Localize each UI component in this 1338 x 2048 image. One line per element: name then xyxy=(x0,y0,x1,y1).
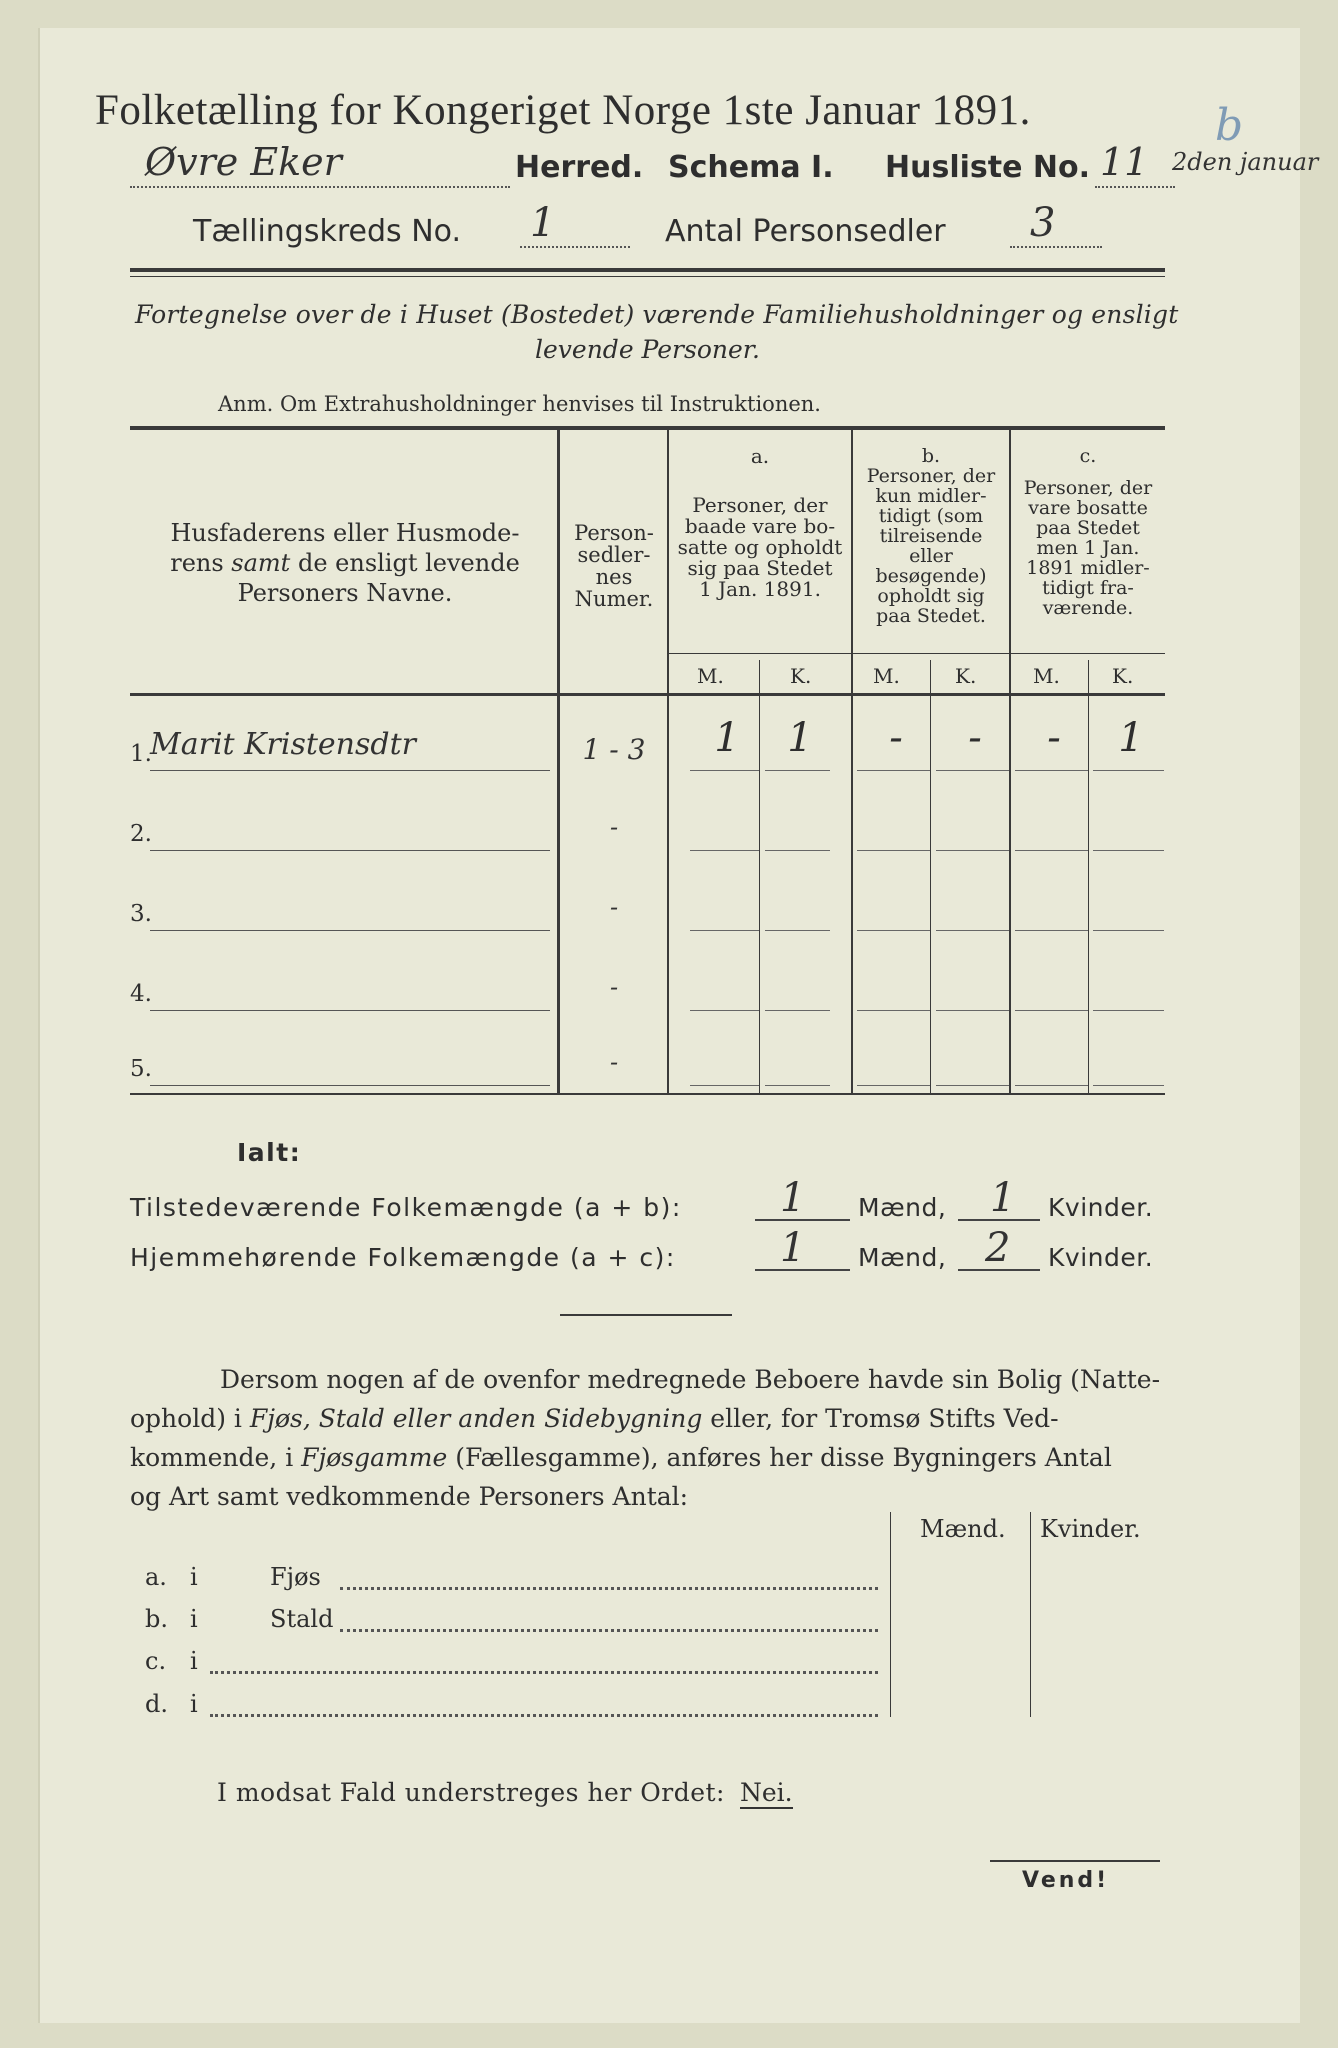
building-letter: b. xyxy=(145,1605,168,1633)
building-prep: i xyxy=(190,1563,198,1591)
tilstede-kvinder-line xyxy=(958,1219,1040,1221)
row-cell-line xyxy=(857,930,930,931)
tilstede-kvinder-label: Kvinder. xyxy=(1048,1193,1154,1222)
row-cell-line xyxy=(765,1010,830,1011)
row-number: 3. xyxy=(130,901,152,927)
col-c-heading: c. Personer, der vare bosatte paa Stedet men 1 Jan. 1891 midler- tidigt fra- værende. xyxy=(1023,445,1153,619)
husliste-value: 11 xyxy=(1100,140,1149,184)
row-cell-am: 1 xyxy=(714,715,740,761)
herred-value: Øvre Eker xyxy=(145,140,342,184)
building-letter: d. xyxy=(145,1690,168,1718)
buildings-divider-1 xyxy=(890,1512,891,1717)
sidebygning-paragraph: Dersom nogen af de ovenfor medregnede Beboere havde sin Bolig (Natte- ophold) i Fjøs, Stald eller anden Sidebygning eller, for Tromsø Stifts Ved- kommende, i Fjøsgamme (Fællesgamme), anføres her disse Bygningers Antal og Art samt vedkommende Personers Antal: xyxy=(130,1365,1161,1511)
antal-dotted-line xyxy=(1010,246,1102,248)
corner-mark: b xyxy=(1215,100,1244,151)
building-dotted-line xyxy=(340,1629,878,1632)
husliste-dotted-line xyxy=(1095,186,1175,188)
row-cell-line xyxy=(936,1085,1009,1086)
tilstede-maend-label: Mænd, xyxy=(858,1193,947,1222)
row-number: 4. xyxy=(130,981,152,1007)
c-m-header: M. xyxy=(1033,664,1060,688)
building-label: Stald xyxy=(270,1605,334,1633)
modsat-text: I modsat Fald understreges her Ordet: xyxy=(217,1778,725,1807)
row-cell-line xyxy=(857,1085,930,1086)
ialt-label: Ialt: xyxy=(237,1138,302,1167)
intro-line-2: levende Personer. xyxy=(535,335,760,364)
hjemme-kvinder-value: 2 xyxy=(985,1225,1011,1271)
row-cell-line xyxy=(936,930,1009,931)
row-number: 2. xyxy=(130,821,152,847)
row-cell-line xyxy=(765,850,830,851)
hjemme-maend-label: Mænd, xyxy=(858,1243,947,1272)
buildings-maend-header: Mænd. xyxy=(920,1515,1006,1543)
buildings-divider-2 xyxy=(1030,1512,1031,1717)
schema-label: Schema I. xyxy=(668,150,834,185)
row-sedler-number: - xyxy=(609,1048,619,1076)
row-cell-line xyxy=(1093,1010,1164,1011)
col-a-heading: a. Personer, der baade vare bo- satte og opholdt sig paa Stedet 1 Jan. 1891. xyxy=(677,444,843,601)
row-cell-line xyxy=(765,1085,830,1086)
building-prep: i xyxy=(190,1605,198,1633)
col-divider-b-mk xyxy=(930,660,931,1093)
row-cell-line xyxy=(1093,930,1164,931)
anm-note: Anm. Om Extrahusholdninger henvises til Instruktionen. xyxy=(218,392,821,416)
header-rule-thick xyxy=(130,268,1165,272)
hjemme-kvinder-line xyxy=(958,1269,1040,1271)
vend-rule xyxy=(990,1860,1160,1862)
row-name-line xyxy=(150,930,550,931)
row-sedler-number: 1 - 3 xyxy=(582,733,646,766)
row-cell-cm: - xyxy=(1047,715,1061,761)
col-divider-c-mk xyxy=(1088,660,1089,1093)
col-names-heading: Husfaderens eller Husmode- rens samt de ensligt levende Personers Navne. xyxy=(170,519,520,607)
row-cell-line xyxy=(1015,1085,1088,1086)
hjemme-label: Hjemmehørende Folkemængde (a + c): xyxy=(130,1243,676,1272)
building-dotted-line xyxy=(340,1587,878,1590)
herred-dotted-line xyxy=(130,186,510,188)
antal-label: Antal Personsedler xyxy=(665,214,946,249)
husliste-note: 2den januar xyxy=(1172,148,1319,176)
kreds-label: Tællingskreds No. xyxy=(193,214,461,249)
a-k-header: K. xyxy=(790,664,812,688)
herred-label: Herred. xyxy=(515,150,644,185)
row-cell-line xyxy=(1093,1085,1164,1086)
row-cell-line xyxy=(1015,930,1088,931)
row-number: 1. xyxy=(130,741,152,767)
row-cell-line xyxy=(1015,1010,1088,1011)
intro-line-1: Fortegnelse over de i Huset (Bostedet) værende Familiehusholdninger og ensligt xyxy=(135,300,1179,329)
nei-word: Nei. xyxy=(740,1778,793,1807)
kreds-value: 1 xyxy=(530,200,556,246)
col-divider-a-mk xyxy=(759,660,760,1093)
row-cell-ak: 1 xyxy=(787,715,813,761)
row-cell-line xyxy=(690,850,759,851)
building-label: Fjøs xyxy=(270,1563,321,1591)
building-dotted-line xyxy=(210,1671,878,1674)
col-divider-1 xyxy=(557,430,560,1093)
b-m-header: M. xyxy=(873,664,900,688)
header-rule-thin xyxy=(130,276,1165,277)
row-cell-line xyxy=(690,930,759,931)
row-name: Marit Kristensdtr xyxy=(150,727,417,762)
building-letter: a. xyxy=(145,1563,167,1591)
row-cell-line xyxy=(1015,850,1088,851)
table-bottom-rule xyxy=(130,1093,1165,1095)
col-sedler-heading: Person- sedler- nes Numer. xyxy=(574,521,654,611)
row-cell-line xyxy=(936,1010,1009,1011)
row-cell-line xyxy=(1093,770,1164,771)
row-sedler-number: - xyxy=(609,813,619,841)
row-cell-line xyxy=(936,770,1009,771)
vend-label: Vend! xyxy=(1022,1868,1110,1893)
row-cell-ck: 1 xyxy=(1118,715,1144,761)
row-cell-line xyxy=(1015,770,1088,771)
row-cell-line xyxy=(765,930,830,931)
hjemme-kvinder-label: Kvinder. xyxy=(1048,1243,1154,1272)
hjemme-maend-value: 1 xyxy=(780,1225,806,1271)
buildings-kvinder-header: Kvinder. xyxy=(1040,1515,1141,1543)
row-cell-line xyxy=(857,1010,930,1011)
col-b-heading: b. Personer, der kun midler- tidigt (som tilreisende eller besøgende) opholdt sig paa Stedet. xyxy=(866,445,996,627)
husliste-label: Husliste No. xyxy=(885,150,1090,185)
mk-header-rule xyxy=(667,653,1165,654)
tilstede-label: Tilstedeværende Folkemængde (a + b): xyxy=(130,1193,682,1222)
row-cell-line xyxy=(690,770,759,771)
row-cell-bk: - xyxy=(968,715,982,761)
row-cell-line xyxy=(765,770,830,771)
antal-value: 3 xyxy=(1030,200,1056,246)
tilstede-maend-value: 1 xyxy=(780,1175,806,1221)
tilstede-maend-line xyxy=(755,1219,850,1221)
row-cell-line xyxy=(690,1010,759,1011)
b-k-header: K. xyxy=(955,664,977,688)
row-cell-bm: - xyxy=(889,715,903,761)
row-cell-line xyxy=(857,770,930,771)
hjemme-maend-line xyxy=(755,1269,850,1271)
row-sedler-number: - xyxy=(609,973,619,1001)
row-number: 5. xyxy=(130,1056,152,1082)
row-cell-line xyxy=(936,850,1009,851)
row-cell-line xyxy=(857,850,930,851)
kreds-dotted-line xyxy=(520,246,630,248)
row-cell-line xyxy=(690,1085,759,1086)
c-k-header: K. xyxy=(1112,664,1134,688)
building-letter: c. xyxy=(145,1647,167,1675)
row-name-line xyxy=(150,1010,550,1011)
building-prep: i xyxy=(190,1690,198,1718)
row-sedler-number: - xyxy=(609,893,619,921)
row-name-line xyxy=(150,850,550,851)
row-name-line xyxy=(150,770,550,771)
section-separator xyxy=(560,1314,732,1316)
row-cell-line xyxy=(1093,850,1164,851)
a-m-header: M. xyxy=(697,664,724,688)
building-dotted-line xyxy=(210,1714,878,1717)
row-name-line xyxy=(150,1085,550,1086)
building-prep: i xyxy=(190,1647,198,1675)
form-title: Folketælling for Kongeriget Norge 1ste Januar 1891. xyxy=(95,87,1031,134)
tilstede-kvinder-value: 1 xyxy=(990,1175,1016,1221)
